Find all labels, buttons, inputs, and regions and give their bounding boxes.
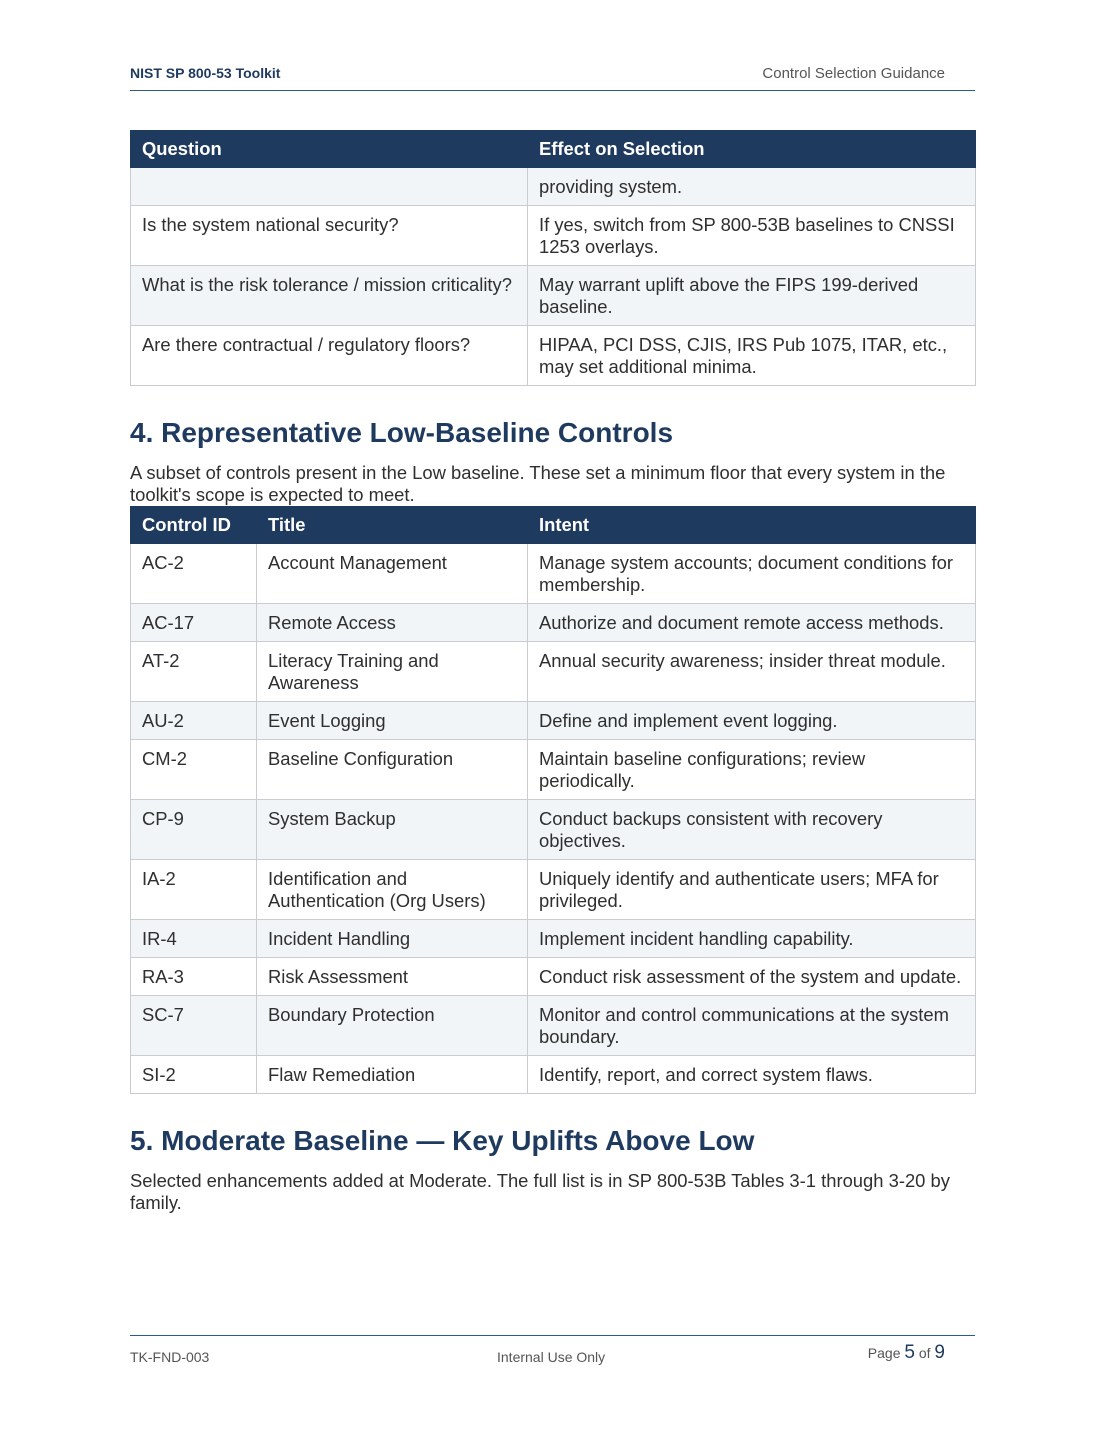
table-row bbox=[131, 642, 976, 702]
column-header-effect: Effect on Selection bbox=[528, 131, 976, 168]
table-row bbox=[131, 996, 976, 1056]
column-header-intent: Intent bbox=[528, 507, 976, 544]
page-content bbox=[130, 130, 975, 1214]
control-title-cell: System Backup bbox=[257, 800, 528, 860]
section-5-heading: 5. Moderate Baseline — Key Uplifts Above Low bbox=[130, 1125, 755, 1156]
page-of-label: of bbox=[918, 1345, 931, 1361]
control-title-cell: Boundary Protection bbox=[257, 996, 528, 1056]
effect-cell: HIPAA, PCI DSS, CJIS, IRS Pub 1075, ITAR, etc., may set additional minima. bbox=[528, 326, 976, 386]
control-title-cell: Flaw Remediation bbox=[257, 1056, 528, 1094]
control-title-cell: Remote Access bbox=[257, 604, 528, 642]
table-row bbox=[131, 860, 976, 920]
table-row bbox=[131, 168, 976, 206]
effect-cell: May warrant uplift above the FIPS 199-derived baseline. bbox=[528, 266, 976, 326]
table-row bbox=[131, 206, 976, 266]
control-intent-cell: Authorize and document remote access methods. bbox=[528, 604, 976, 642]
table-row bbox=[131, 958, 976, 996]
table-row bbox=[131, 702, 976, 740]
table-row bbox=[131, 604, 976, 642]
question-cell: What is the risk tolerance / mission criticality? bbox=[131, 266, 528, 326]
table-row bbox=[131, 800, 976, 860]
control-title-cell: Baseline Configuration bbox=[257, 740, 528, 800]
control-intent-cell: Identify, report, and correct system flaws. bbox=[528, 1056, 976, 1094]
footer-classification: Internal Use Only bbox=[497, 1349, 606, 1365]
table-row bbox=[131, 920, 976, 958]
control-intent-cell: Manage system accounts; document conditions for membership. bbox=[528, 544, 976, 604]
control-intent-cell: Monitor and control communications at the system boundary. bbox=[528, 996, 976, 1056]
page-label: Page bbox=[867, 1345, 901, 1361]
page-total: 9 bbox=[934, 1342, 945, 1363]
control-id-cell: AU-2 bbox=[131, 702, 257, 740]
control-id-cell: AT-2 bbox=[131, 642, 257, 702]
page-footer bbox=[130, 1342, 945, 1372]
header-divider bbox=[130, 90, 975, 91]
footer-document-id: TK-FND-003 bbox=[130, 1349, 210, 1365]
control-intent-cell: Conduct risk assessment of the system and update. bbox=[528, 958, 976, 996]
table-row bbox=[131, 544, 976, 604]
control-title-cell: Account Management bbox=[257, 544, 528, 604]
table-row bbox=[131, 266, 976, 326]
column-header-title: Title bbox=[257, 507, 528, 544]
control-title-cell: Identification and Authentication (Org Users) bbox=[257, 860, 528, 920]
control-intent-cell: Uniquely identify and authenticate users; MFA for privileged. bbox=[528, 860, 976, 920]
page-current: 5 bbox=[904, 1342, 915, 1363]
control-title-cell: Literacy Training and Awareness bbox=[257, 642, 528, 702]
control-id-cell: AC-2 bbox=[131, 544, 257, 604]
control-title-cell: Event Logging bbox=[257, 702, 528, 740]
section-4-intro: A subset of controls present in the Low baseline. These set a minimum floor that every system in the toolkit's scope is expected to meet. bbox=[130, 462, 946, 505]
table-header-row bbox=[131, 507, 976, 544]
control-intent-cell: Maintain baseline configurations; review periodically. bbox=[528, 740, 976, 800]
control-id-cell: RA-3 bbox=[131, 958, 257, 996]
control-id-cell: IR-4 bbox=[131, 920, 257, 958]
controls-table bbox=[130, 506, 976, 1094]
control-title-cell: Incident Handling bbox=[257, 920, 528, 958]
questions-table bbox=[130, 130, 976, 386]
column-header-control-id: Control ID bbox=[131, 507, 257, 544]
table-row bbox=[131, 1056, 976, 1094]
question-cell: Are there contractual / regulatory floors? bbox=[131, 326, 528, 386]
effect-cell: providing system. bbox=[528, 168, 976, 206]
header-brand: NIST SP 800-53 Toolkit bbox=[130, 65, 281, 81]
table-row bbox=[131, 326, 976, 386]
table-row bbox=[131, 740, 976, 800]
footer-divider bbox=[130, 1335, 975, 1336]
control-intent-cell: Implement incident handling capability. bbox=[528, 920, 976, 958]
effect-cell: If yes, switch from SP 800-53B baselines to CNSSI 1253 overlays. bbox=[528, 206, 976, 266]
question-cell bbox=[131, 168, 528, 206]
control-title-cell: Risk Assessment bbox=[257, 958, 528, 996]
footer-page-number bbox=[868, 1342, 945, 1364]
control-id-cell: SC-7 bbox=[131, 996, 257, 1056]
control-id-cell: IA-2 bbox=[131, 860, 257, 920]
control-intent-cell: Annual security awareness; insider threat module. bbox=[528, 642, 976, 702]
table-header-row bbox=[131, 131, 976, 168]
header-section-title: Control Selection Guidance bbox=[762, 65, 945, 82]
section-5-intro: Selected enhancements added at Moderate. The full list is in SP 800-53B Tables 3-1 through 3-20 by family. bbox=[130, 1170, 950, 1213]
control-id-cell: AC-17 bbox=[131, 604, 257, 642]
control-id-cell: CP-9 bbox=[131, 800, 257, 860]
question-cell: Is the system national security? bbox=[131, 206, 528, 266]
column-header-question: Question bbox=[131, 131, 528, 168]
page-header bbox=[130, 64, 945, 90]
control-id-cell: SI-2 bbox=[131, 1056, 257, 1094]
control-id-cell: CM-2 bbox=[131, 740, 257, 800]
control-intent-cell: Define and implement event logging. bbox=[528, 702, 976, 740]
section-4-heading: 4. Representative Low-Baseline Controls bbox=[130, 417, 674, 448]
control-intent-cell: Conduct backups consistent with recovery objectives. bbox=[528, 800, 976, 860]
